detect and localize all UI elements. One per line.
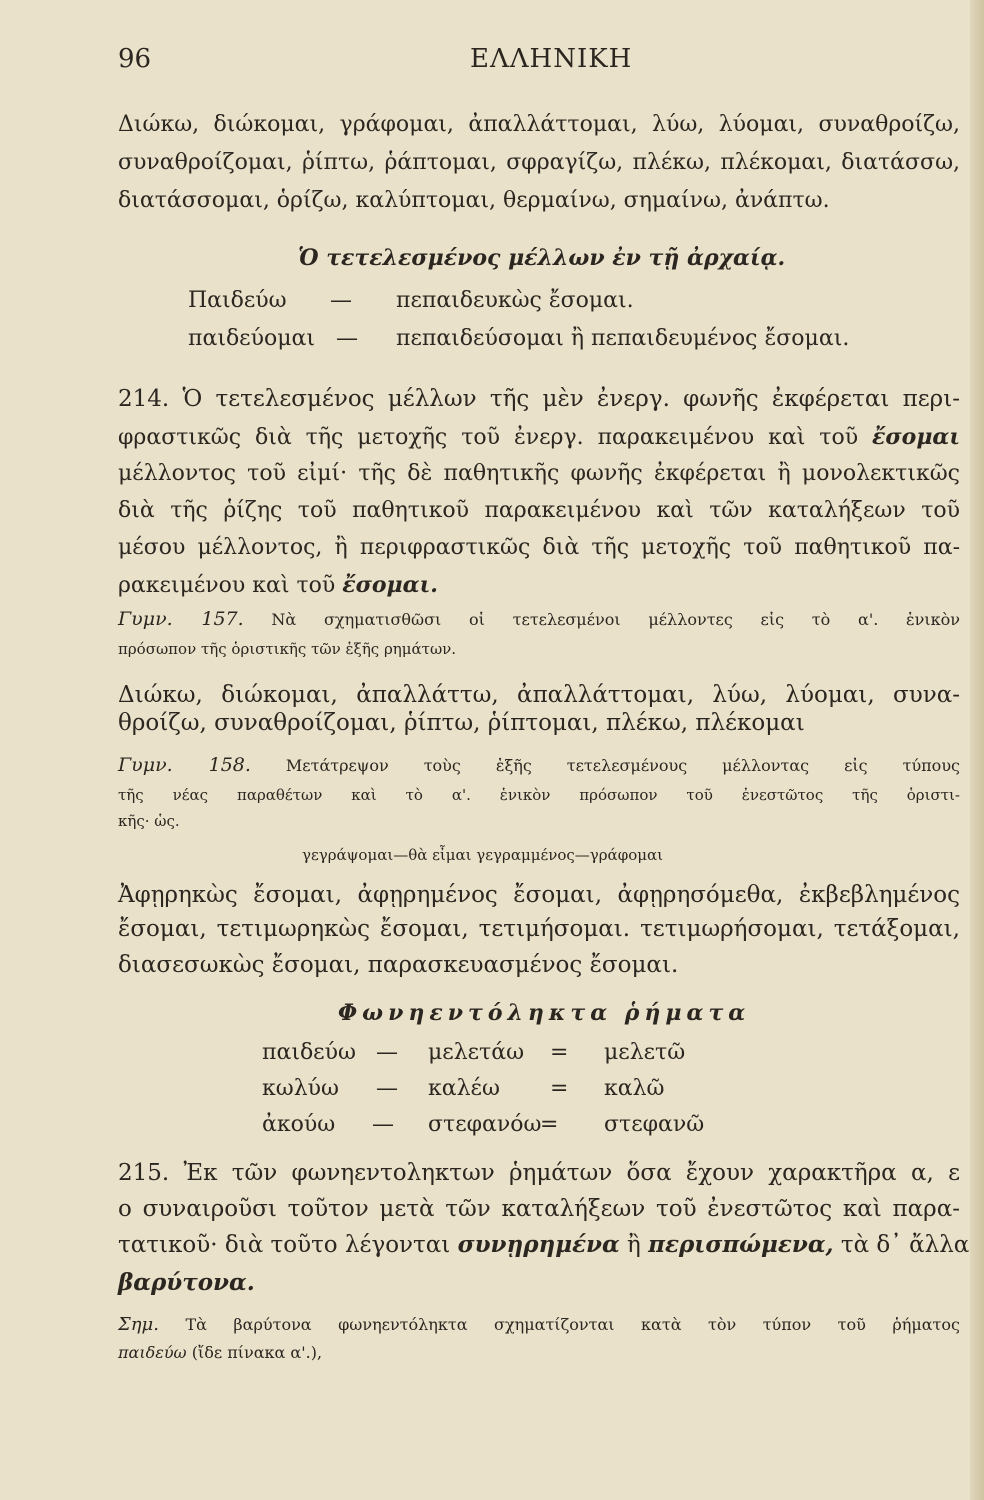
sec215-line-2: ο συναιροῦσι τοῦτον μετὰ τῶν καταλήξεων τοῦ ἐνεστῶτος καὶ παρα-	[118, 1196, 960, 1222]
sec215-line-1: 215. Ἐκ τῶν φωνηεντοληκτων ῥημάτων ὅσα ἔχουν χαρακτῆρα α, ε	[118, 1160, 960, 1186]
ex158-line-2: τῆς νέας παραθέτων καὶ τὸ α'. ἑνικὸν πρόσωπον τοῦ ἐνεστῶτος τῆς ὁριστι-	[118, 786, 960, 804]
cv-row1-dash: —	[376, 1040, 398, 1065]
verb-paideuo: Παιδεύω	[188, 288, 287, 313]
ex158-words-3: διασεσωκὼς ἔσομαι, παρασκευασμένος ἔσομαι.	[118, 952, 679, 978]
emph-esomai-2: ἔσομαι.	[342, 572, 438, 598]
term-synirimena: συνῃρημένα	[457, 1231, 620, 1258]
sec215-line-3: τατικοῦ· διὰ τοῦτο λέγονται συνῃρημένα ἢ περισπώμενα, τὰ δ᾽ ἄλλα	[118, 1231, 970, 1258]
note-line-1: Σημ. Τὰ βαρύτονα φωνηεντόληκτα σχηματίζονται κατὰ τὸν τύπον τοῦ ῥήματος	[118, 1314, 960, 1335]
cv-row2-eq: =	[550, 1076, 569, 1101]
intro-line-2: συναθροίζομαι, ῥίπτω, ῥάπτομαι, σφραγίζω, πλέκω, πλέκομαι, διατάσσω,	[118, 150, 960, 175]
term-barytona: βαρύτονα.	[118, 1269, 255, 1296]
cv-row2-c: καλῶ	[604, 1076, 665, 1101]
running-title: ΕΛΛΗΝΙΚΗ	[470, 44, 633, 74]
verb-paideuomai: παιδεύομαι	[188, 326, 315, 351]
form-1: πεπαιδευκὼς ἔσομαι.	[396, 288, 634, 313]
cv-row1-a: παιδεύω	[262, 1040, 356, 1065]
ex158-line-1: Γυμν. 158. Μετάτρεψον τοὺς ἑξῆς τετελεσμένους μέλλοντας εἰς τύπους	[118, 754, 960, 776]
ex157-line-2: πρόσωπον τῆς ὁριστικῆς τῶν ἑξῆς ρημάτων.	[118, 640, 457, 658]
sec214-line-6: ρακειμένου καὶ τοῦ ἔσομαι.	[118, 572, 438, 598]
cv-row2-a: κωλύω	[262, 1076, 339, 1101]
sec214-line-1: 214. Ὁ τετελεσμένος μέλλων τῆς μὲν ἐνεργ. φωνῆς ἐκφέρεται περι-	[118, 386, 960, 412]
ex158-example: γεγράψομαι—θὰ εἶμαι γεγραμμένος—γράφομαι	[302, 846, 663, 864]
ex158-label: Γυμν. 158.	[118, 754, 251, 776]
ex158-words-1: Ἀφῃρηκὼς ἔσομαι, ἀφῃρημένος ἔσομαι, ἀφῃρησόμεθα, ἐκβεβλημένος	[118, 882, 960, 908]
sec214-line-4: διὰ τῆς ῥίζης τοῦ παθητικοῦ παρακειμένου καὶ τῶν καταλήξεων τοῦ	[118, 498, 960, 523]
ex158-line-3: κῆς· ὡς.	[118, 812, 180, 830]
form-2: πεπαιδεύσομαι ἢ πεπαιδευμένος ἔσομαι.	[396, 326, 850, 351]
cv-row2-dash: —	[376, 1076, 398, 1101]
note-label: Σημ.	[118, 1314, 159, 1335]
cv-row3-c: στεφανῶ	[604, 1112, 705, 1137]
cv-row3-dash: —	[372, 1112, 394, 1137]
cv-row3-b: στεφανόω	[428, 1112, 542, 1137]
dash-2: —	[336, 326, 358, 351]
note-line-2: παιδεύω (ἴδε πίνακα α'.),	[118, 1343, 323, 1362]
cv-row1-b: μελετάω	[428, 1040, 525, 1065]
ex157-words-2: θροίζω, συναθροίζομαι, ῥίπτω, ῥίπτομαι, πλέκω, πλέκομαι	[118, 710, 805, 736]
ex157-line-1: Γυμν. 157. Νὰ σχηματισθῶσι οἱ τετελεσμένοι μέλλοντες εἰς τὸ α'. ἑνικὸν	[118, 608, 960, 630]
ex158-words-2: ἔσομαι, τετιμωρηκὼς ἔσομαι, τετιμήσομαι. τετιμωρήσομαι, τετάξομαι,	[118, 916, 960, 942]
cv-row1-c: μελετῶ	[604, 1040, 686, 1065]
page-number: 96	[118, 44, 152, 74]
intro-line-1: Διώκω, διώκομαι, γράφομαι, ἀπαλλάττομαι, λύω, λύομαι, συναθροίζω,	[118, 112, 960, 137]
cv-row3-a: ἀκούω	[262, 1112, 336, 1137]
intro-line-3: διατάσσομαι, ὁρίζω, καλύπτομαι, θερμαίνω, σημαίνω, ἀνάπτω.	[118, 188, 830, 213]
ex157-label: Γυμν. 157.	[118, 608, 244, 630]
emph-esomai-1: ἔσομαι	[872, 424, 960, 450]
page-edge	[970, 0, 984, 1500]
cv-row2-b: καλέω	[428, 1076, 500, 1101]
cv-row1-eq: =	[550, 1040, 569, 1065]
dash-1: —	[330, 288, 352, 313]
note-verb-paideuo: παιδεύω	[118, 1343, 187, 1362]
ex157-words-1: Διώκω, διώκομαι, ἀπαλλάττω, ἀπαλλάττομαι, λύω, λύομαι, συνα-	[118, 682, 960, 708]
perfect-future-heading: Ὁ τετελεσμένος μέλλων ἐν τῇ ἀρχαίᾳ.	[298, 245, 786, 271]
cv-row3-eq: =	[540, 1112, 559, 1137]
sec214-line-2: φραστικῶς διὰ τῆς μετοχῆς τοῦ ἐνεργ. παρακειμένου καὶ τοῦ ἔσομαι	[118, 424, 960, 450]
term-perispomena: περισπώμενα,	[648, 1231, 834, 1258]
contract-verbs-heading: Φωνηεντόληκτα ῥήματα	[338, 1000, 751, 1026]
sec214-line-3: μέλλοντος τοῦ εἰμί· τῆς δὲ παθητικῆς φωνῆς ἐκφέρεται ἢ μονολεκτικῶς	[118, 461, 960, 486]
sec214-line-5: μέσου μέλλοντος, ἢ περιφραστικῶς διὰ τῆς μετοχῆς τοῦ παθητικοῦ πα-	[118, 535, 960, 560]
